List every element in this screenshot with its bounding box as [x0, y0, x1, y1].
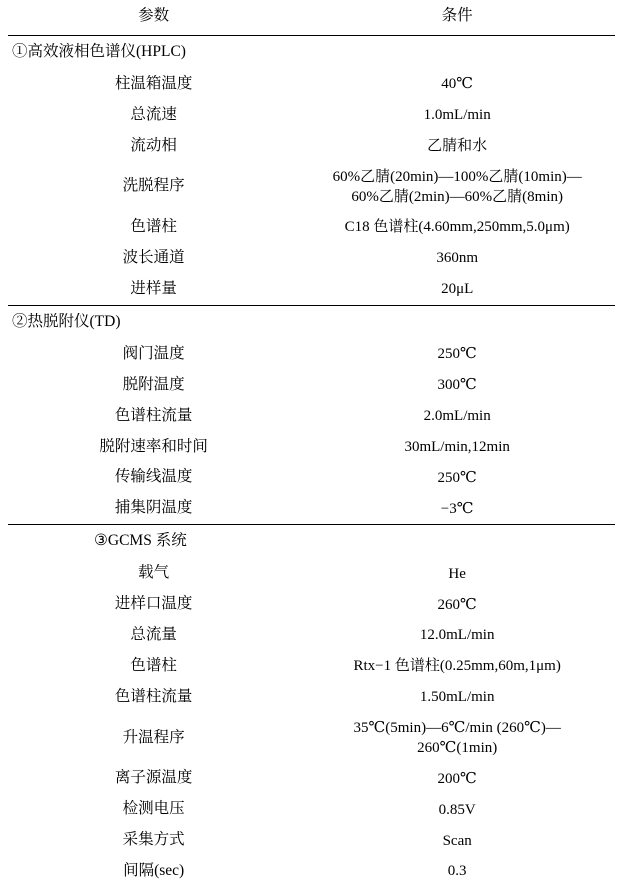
table-row	[8, 558, 615, 589]
parameter-value	[299, 493, 615, 524]
parameter-value	[299, 856, 615, 887]
table-row	[8, 620, 615, 651]
value-line: C18 色谱柱(4.60mm,250mm,5.0μm)	[344, 219, 570, 236]
parameter-value	[299, 713, 615, 764]
parameter-label: 脱附温度	[122, 375, 185, 393]
column-header-1: 参数	[138, 7, 170, 24]
value-lines	[303, 279, 611, 299]
value-lines	[303, 74, 611, 94]
value-line: 250℃	[437, 346, 477, 363]
parameter-value	[299, 339, 615, 370]
parameter-label: 升温程序	[122, 728, 185, 746]
parameter-value	[299, 825, 615, 856]
group-title-row	[8, 36, 615, 69]
parameter-value	[299, 274, 615, 305]
parameter-label: 进样量	[130, 279, 177, 297]
value-line: 260℃	[437, 596, 477, 613]
parameter-value	[299, 620, 615, 651]
parameter-value	[299, 763, 615, 794]
value-lines	[303, 136, 611, 156]
parameter-label: 阀门温度	[122, 344, 185, 362]
parameter-value	[299, 558, 615, 589]
table-row	[8, 162, 615, 213]
table-row	[8, 339, 615, 370]
parameter-value	[299, 212, 615, 243]
parameter-label: 间隔(sec)	[123, 862, 185, 880]
value-line: 200℃	[437, 770, 477, 787]
table-row	[8, 794, 615, 825]
value-line: 35℃(5min)—6℃/min (260℃)—	[353, 719, 561, 736]
table-header-row	[8, 0, 615, 35]
table-row	[8, 131, 615, 162]
parameter-label: 色谱柱流量	[114, 687, 193, 705]
value-lines	[303, 344, 611, 364]
parameter-value	[299, 651, 615, 682]
parameter-value	[299, 370, 615, 401]
table-row	[8, 825, 615, 856]
table-row	[8, 100, 615, 131]
value-line: 0.85V	[438, 801, 476, 818]
value-lines	[303, 718, 611, 759]
parameter-label: 捕集阴温度	[114, 499, 193, 517]
table-row	[8, 243, 615, 274]
parameter-label: 洗脱程序	[122, 177, 185, 195]
parameter-label: 载气	[138, 564, 170, 582]
parameter-value	[299, 401, 615, 432]
parameter-label: 波长通道	[122, 249, 185, 267]
value-line: 0.3	[447, 863, 467, 880]
parameter-label: 传输线温度	[114, 468, 193, 486]
value-lines	[303, 595, 611, 615]
parameter-value	[299, 69, 615, 100]
table-row	[8, 493, 615, 524]
parameter-value	[299, 794, 615, 825]
value-line: 250℃	[437, 469, 477, 486]
value-lines	[303, 625, 611, 645]
parameter-label: 进样口温度	[114, 595, 193, 613]
value-lines	[303, 167, 611, 208]
group-title-row	[8, 525, 615, 558]
value-line: 30mL/min,12min	[404, 438, 510, 455]
value-lines	[303, 656, 611, 676]
table-row	[8, 713, 615, 764]
parameter-value	[299, 162, 615, 213]
value-line: He	[448, 565, 466, 582]
table-row	[8, 69, 615, 100]
table-row	[8, 212, 615, 243]
parameters-table	[8, 0, 615, 887]
parameter-value	[299, 462, 615, 493]
value-line: 300℃	[437, 377, 477, 394]
value-lines	[303, 687, 611, 707]
parameter-label: 柱温箱温度	[114, 74, 193, 92]
value-line: 12.0mL/min	[419, 627, 495, 644]
value-line: 1.0mL/min	[423, 107, 491, 124]
table-body	[8, 0, 615, 887]
value-line: 乙腈和水	[427, 138, 488, 155]
value-line: Scan	[442, 832, 472, 849]
group-title: ②热脱附仪(TD)	[12, 312, 121, 330]
value-line: 20μL	[441, 281, 474, 298]
value-lines	[303, 105, 611, 125]
value-lines	[303, 375, 611, 395]
value-line: 40℃	[441, 76, 474, 93]
value-line: −3℃	[440, 500, 474, 517]
parameter-value	[299, 100, 615, 131]
value-line: 1.50mL/min	[419, 689, 495, 706]
parameter-value	[299, 243, 615, 274]
group-title: ③GCMS 系统	[94, 532, 187, 550]
table-row	[8, 274, 615, 305]
parameter-value	[299, 432, 615, 463]
group-title: ①高效液相色谱仪(HPLC)	[12, 42, 186, 60]
value-lines	[303, 861, 611, 881]
parameter-label: 总流速	[130, 105, 177, 123]
parameter-label: 流动相	[130, 136, 177, 154]
table-row	[8, 763, 615, 794]
value-line: 260℃(1min)	[417, 740, 498, 757]
parameter-label: 离子源温度	[114, 769, 193, 787]
value-lines	[303, 406, 611, 426]
value-lines	[303, 800, 611, 820]
table-row	[8, 401, 615, 432]
table-row	[8, 432, 615, 463]
value-lines	[303, 437, 611, 457]
parameter-label: 脱附速率和时间	[99, 437, 208, 455]
group-title-row	[8, 306, 615, 339]
value-lines	[303, 499, 611, 519]
parameter-label: 色谱柱流量	[114, 406, 193, 424]
value-lines	[303, 769, 611, 789]
parameter-label: 色谱柱	[130, 657, 177, 675]
column-header-2: 条件	[441, 7, 473, 24]
parameter-label: 采集方式	[122, 831, 185, 849]
value-lines	[303, 217, 611, 237]
parameter-label: 总流量	[130, 626, 177, 644]
table-row	[8, 856, 615, 887]
parameter-label: 检测电压	[122, 800, 185, 818]
value-line: 2.0mL/min	[423, 407, 491, 424]
value-lines	[303, 564, 611, 584]
table-row	[8, 370, 615, 401]
table-row	[8, 682, 615, 713]
parameter-label: 色谱柱	[130, 218, 177, 236]
table-row	[8, 651, 615, 682]
value-lines	[303, 468, 611, 488]
value-line: Rtx−1 色谱柱(0.25mm,60m,1μm)	[353, 658, 561, 675]
value-lines	[303, 831, 611, 851]
parameter-value	[299, 682, 615, 713]
value-line: 60%乙腈(2min)—60%乙腈(8min)	[351, 188, 563, 205]
table-row	[8, 462, 615, 493]
value-lines	[303, 248, 611, 268]
value-line: 60%乙腈(20min)—100%乙腈(10min)—	[332, 168, 582, 185]
table-row	[8, 589, 615, 620]
parameter-value	[299, 131, 615, 162]
value-line: 360nm	[436, 250, 479, 267]
parameter-value	[299, 589, 615, 620]
